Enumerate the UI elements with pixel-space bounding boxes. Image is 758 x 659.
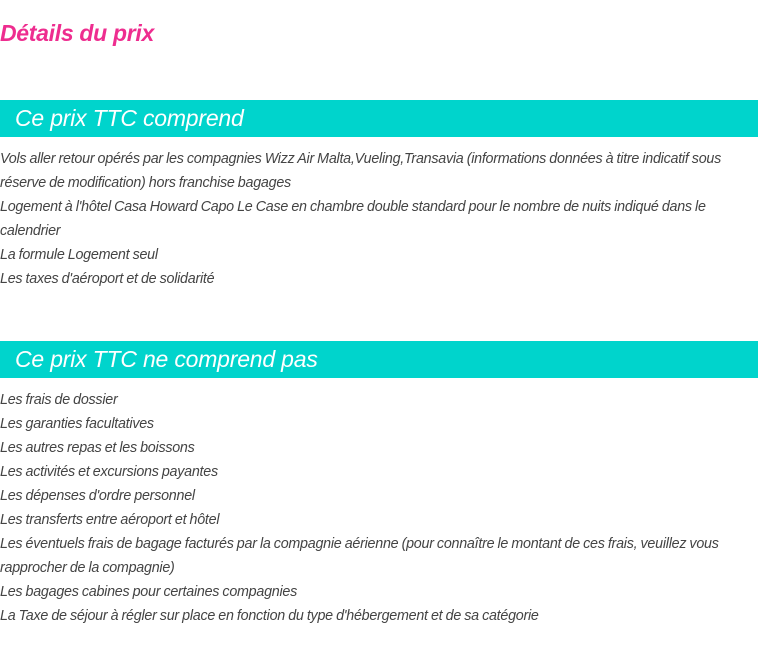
list-item: Les transferts entre aéroport et hôtel [0, 512, 220, 528]
included-section-header [0, 100, 758, 137]
included-heading: Ce prix TTC comprend [15, 105, 244, 131]
list-item: Les garanties facultatives [0, 416, 154, 432]
excluded-section-header [0, 341, 758, 378]
list-item: Les bagages cabines pour certaines compagnies [0, 584, 298, 600]
list-item: La formule Logement seul [0, 247, 158, 263]
list-item: Les éventuels frais de bagage facturés par la compagnie aérienne (pour connaître le montant de ces frais, veuillez vous rapprocher de la compagnie) [0, 536, 719, 576]
list-item: Vols aller retour opérés par les compagnies Wizz Air Malta,Vueling,Transavia (informations données à titre indicatif sous réserve de modification) hors franchise bagages [0, 151, 722, 191]
list-item: La Taxe de séjour à régler sur place en fonction du type d'hébergement et de sa catégorie [0, 608, 539, 624]
excluded-heading: Ce prix TTC ne comprend pas [15, 346, 318, 372]
list-item: Les dépenses d'ordre personnel [0, 488, 195, 504]
excluded-list [0, 388, 758, 628]
list-item: Logement à l'hôtel Casa Howard Capo Le Case en chambre double standard pour le nombre de nuits indiqué dans le calendrier [0, 199, 706, 239]
list-item: Les autres repas et les boissons [0, 440, 195, 456]
included-list [0, 147, 758, 291]
list-item: Les activités et excursions payantes [0, 464, 218, 480]
list-item: Les frais de dossier [0, 392, 118, 408]
list-item: Les taxes d'aéroport et de solidarité [0, 271, 215, 287]
page-title: Détails du prix [0, 20, 154, 46]
